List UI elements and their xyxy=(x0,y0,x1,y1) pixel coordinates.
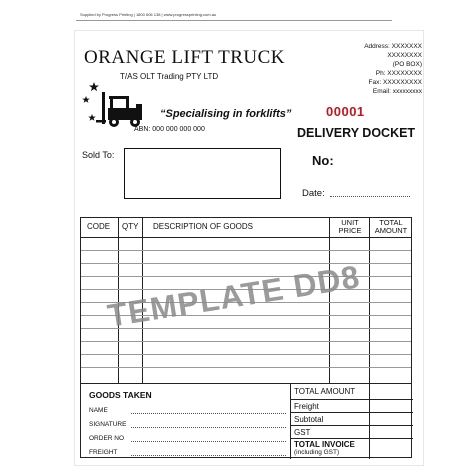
column-header-description: DESCRIPTION OF GOODS xyxy=(153,222,254,231)
header-divider xyxy=(81,237,411,238)
supplier-line: Supplied by Progress Printing | 1800 606 138 | www.progressprinting.com.au xyxy=(80,12,217,17)
goods-order-no-field[interactable] xyxy=(131,441,286,442)
goods-order-no-label: ORDER NO xyxy=(89,435,125,442)
star-icon xyxy=(88,114,96,121)
column-header-code: CODE xyxy=(87,222,111,231)
goods-taken-title: GOODS TAKEN xyxy=(89,390,152,400)
address-line: Address: XXXXXXX xyxy=(364,43,422,50)
trading-as: T/AS OLT Trading PTY LTD xyxy=(120,72,219,81)
gst-label: GST xyxy=(294,428,311,437)
goods-signature-label: SIGNATURE xyxy=(89,421,127,428)
table-row[interactable] xyxy=(81,367,411,368)
address-block xyxy=(364,42,422,96)
goods-name-field[interactable] xyxy=(131,413,286,414)
goods-freight-field[interactable] xyxy=(131,455,286,456)
subtotal-label: Subtotal xyxy=(294,415,324,424)
total-amount-line-2: AMOUNT xyxy=(374,226,408,235)
table-row[interactable] xyxy=(81,250,411,251)
line-items-table xyxy=(80,217,412,458)
totals-row-line xyxy=(290,425,413,426)
date-field[interactable] xyxy=(330,196,410,197)
unit-price-line-1: UNIT xyxy=(341,218,359,227)
email-line: Email: xxxxxxxxx xyxy=(372,88,422,95)
column-divider xyxy=(369,218,370,383)
po-box-line: (PO BOX) xyxy=(392,61,422,68)
sold-to-label: Sold To: xyxy=(82,150,115,160)
table-row[interactable] xyxy=(81,354,411,355)
goods-name-label: NAME xyxy=(89,407,108,414)
total-invoice-label: TOTAL INVOICE xyxy=(294,440,355,449)
freight-total-label: Freight xyxy=(294,402,319,411)
totals-row-line xyxy=(290,438,413,439)
column-header-qty: QTY xyxy=(122,222,139,231)
company-tagline: “Specialising in forklifts” xyxy=(160,108,292,120)
column-header-unit-price xyxy=(329,219,371,235)
totals-row-line xyxy=(290,399,413,400)
number-label: No: xyxy=(312,153,334,168)
docket-number: 00001 xyxy=(326,104,365,119)
star-icon xyxy=(89,82,99,91)
total-amount-label: TOTAL AMOUNT xyxy=(294,387,356,396)
total-amount-line-1: TOTAL xyxy=(379,218,403,227)
unit-price-line-2: PRICE xyxy=(338,226,362,235)
totals-row-line xyxy=(290,412,413,413)
totals-divider xyxy=(290,383,291,459)
goods-signature-field[interactable] xyxy=(131,427,286,428)
table-row[interactable] xyxy=(81,263,411,264)
fax-line: Fax: XXXXXXXXX xyxy=(368,79,422,86)
totals-divider xyxy=(369,383,370,459)
address-line-2: XXXXXXXX xyxy=(387,52,422,59)
header-divider xyxy=(76,20,392,21)
phone-line: Ph: XXXXXXXX xyxy=(375,70,422,77)
date-label: Date: xyxy=(302,188,325,199)
column-divider xyxy=(329,218,330,383)
table-row[interactable] xyxy=(81,341,411,342)
goods-freight-label: FREIGHT xyxy=(89,449,118,456)
template-watermark: TEMPLATE DD8 xyxy=(105,258,363,334)
company-name: ORANGE LIFT TRUCK xyxy=(84,47,285,68)
footer-divider xyxy=(81,383,411,384)
forklift-logo-icon xyxy=(82,80,148,130)
sold-to-field[interactable] xyxy=(124,148,281,199)
abn-number: ABN: 000 000 000 000 xyxy=(134,126,205,133)
column-header-total-amount xyxy=(369,219,413,235)
including-gst-label: (including GST) xyxy=(294,449,340,456)
forklift-icon xyxy=(96,92,142,127)
star-icon xyxy=(82,96,90,103)
document-title: DELIVERY DOCKET xyxy=(297,126,416,140)
